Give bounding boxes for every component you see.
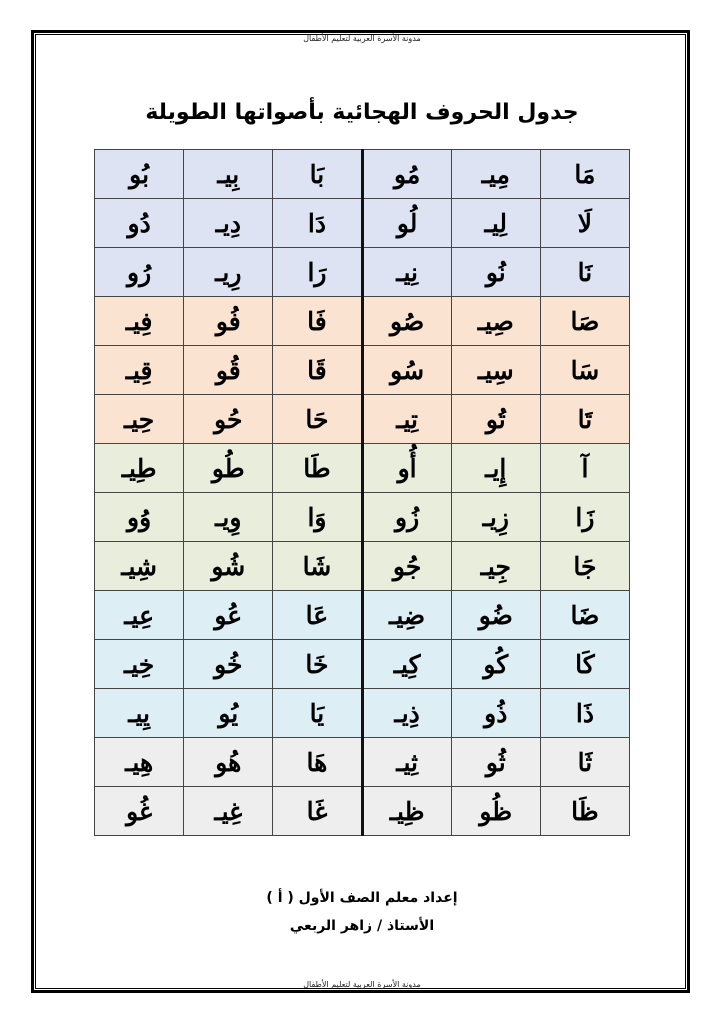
footer-note: مدونة الأسرة العربية لتعليم الأطفال <box>303 980 421 989</box>
letter-cell: ضَا <box>540 591 629 640</box>
letter-cell: سِيـ <box>451 346 540 395</box>
table-row <box>95 493 630 542</box>
letter-cell: شَا <box>273 542 362 591</box>
letter-cell: قِيـ <box>95 346 184 395</box>
letter-cell: صُو <box>362 297 451 346</box>
letter-cell: ذُو <box>451 689 540 738</box>
letter-cell: مَا <box>540 150 629 199</box>
table-row <box>95 542 630 591</box>
letter-cell: ثُو <box>451 738 540 787</box>
letter-cell: فُو <box>184 297 273 346</box>
letter-cell: غِيـ <box>184 787 273 836</box>
letter-cell: خَا <box>273 640 362 689</box>
letter-cell: وُو <box>95 493 184 542</box>
letter-cell: جِيـ <box>451 542 540 591</box>
letter-cell: خُو <box>184 640 273 689</box>
table-row <box>95 297 630 346</box>
letter-cell: حِيـ <box>95 395 184 444</box>
letter-cell: بِيـ <box>184 150 273 199</box>
letter-cell: هَا <box>273 738 362 787</box>
header-note: مدونة الأسرة العربية لتعليم الأطفال <box>303 34 421 43</box>
letter-cell: رُو <box>95 248 184 297</box>
letter-cell: ذِيـ <box>362 689 451 738</box>
letter-cell: عُو <box>184 591 273 640</box>
table-row <box>95 640 630 689</box>
letter-cell: صِيـ <box>451 297 540 346</box>
letter-cell: أُو <box>362 444 451 493</box>
letter-cell: ضُو <box>451 591 540 640</box>
letter-cell: فِيـ <box>95 297 184 346</box>
letter-cell: مِيـ <box>451 150 540 199</box>
letter-cell: دُو <box>95 199 184 248</box>
letter-cell: غُو <box>95 787 184 836</box>
table-row <box>95 199 630 248</box>
letter-cell: نَا <box>540 248 629 297</box>
letter-cell: دِيـ <box>184 199 273 248</box>
table-row <box>95 444 630 493</box>
letter-cell: سَا <box>540 346 629 395</box>
letter-cell: طَا <box>273 444 362 493</box>
letter-cell: ثِيـ <box>362 738 451 787</box>
letter-cell: زَا <box>540 493 629 542</box>
letter-cell: نِيـ <box>362 248 451 297</box>
letter-cell: صَا <box>540 297 629 346</box>
letter-cell: مُو <box>362 150 451 199</box>
letter-cell: ذَا <box>540 689 629 738</box>
letter-cell: لَا <box>540 199 629 248</box>
letter-cell: تُو <box>451 395 540 444</box>
letter-cell: حُو <box>184 395 273 444</box>
letter-cell: طِيـ <box>95 444 184 493</box>
letter-cell: وِيـ <box>184 493 273 542</box>
letter-cell: قُو <box>184 346 273 395</box>
letter-cell: نُو <box>451 248 540 297</box>
table-row <box>95 689 630 738</box>
letter-cell: خِيـ <box>95 640 184 689</box>
letter-cell: بَا <box>273 150 362 199</box>
letter-cell: هُو <box>184 738 273 787</box>
letter-cell: آ <box>540 444 629 493</box>
letter-cell: رِيـ <box>184 248 273 297</box>
table-row <box>95 150 630 199</box>
letter-cell: إِيـ <box>451 444 540 493</box>
table-row <box>95 738 630 787</box>
letter-cell: فَا <box>273 297 362 346</box>
letter-cell: دَا <box>273 199 362 248</box>
letter-cell: غَا <box>273 787 362 836</box>
letter-cell: هِيـ <box>95 738 184 787</box>
letter-cell: وَا <box>273 493 362 542</box>
letter-cell: كِيـ <box>362 640 451 689</box>
letter-cell: ثَا <box>540 738 629 787</box>
letter-cell: جَا <box>540 542 629 591</box>
letter-cell: يُو <box>184 689 273 738</box>
letter-cell: رَا <box>273 248 362 297</box>
letter-cell: كُو <box>451 640 540 689</box>
credit-teacher-name: الأستاذ / زاهر الربعي <box>289 918 435 934</box>
page-title: جدول الحروف الهجائية بأصواتها الطويلة <box>145 100 579 125</box>
letter-cell: بُو <box>95 150 184 199</box>
letter-cell: شِيـ <box>95 542 184 591</box>
letter-cell: طُو <box>184 444 273 493</box>
table-row <box>95 395 630 444</box>
letter-cell: ظِيـ <box>362 787 451 836</box>
table-row <box>95 787 630 836</box>
table-row <box>95 591 630 640</box>
credit-prepared-by: إعداد معلم الصف الأول ( أ ) <box>266 890 458 906</box>
letters-table <box>94 149 630 836</box>
letter-cell: جُو <box>362 542 451 591</box>
table-row <box>95 346 630 395</box>
letter-cell: حَا <box>273 395 362 444</box>
letters-table-body <box>95 150 630 836</box>
letter-cell: قَا <box>273 346 362 395</box>
letter-cell: ظُو <box>451 787 540 836</box>
letter-cell: ظَا <box>540 787 629 836</box>
letter-cell: يَا <box>273 689 362 738</box>
letter-cell: زِيـ <box>451 493 540 542</box>
letter-cell: كَا <box>540 640 629 689</box>
letter-cell: سُو <box>362 346 451 395</box>
letter-cell: شُو <box>184 542 273 591</box>
letter-cell: تِيـ <box>362 395 451 444</box>
letter-cell: زُو <box>362 493 451 542</box>
letter-cell: يِيـ <box>95 689 184 738</box>
letter-cell: عَا <box>273 591 362 640</box>
table-row <box>95 248 630 297</box>
letter-cell: عِيـ <box>95 591 184 640</box>
letter-cell: تَا <box>540 395 629 444</box>
letter-cell: ضِيـ <box>362 591 451 640</box>
letter-cell: لُو <box>362 199 451 248</box>
letter-cell: لِيـ <box>451 199 540 248</box>
